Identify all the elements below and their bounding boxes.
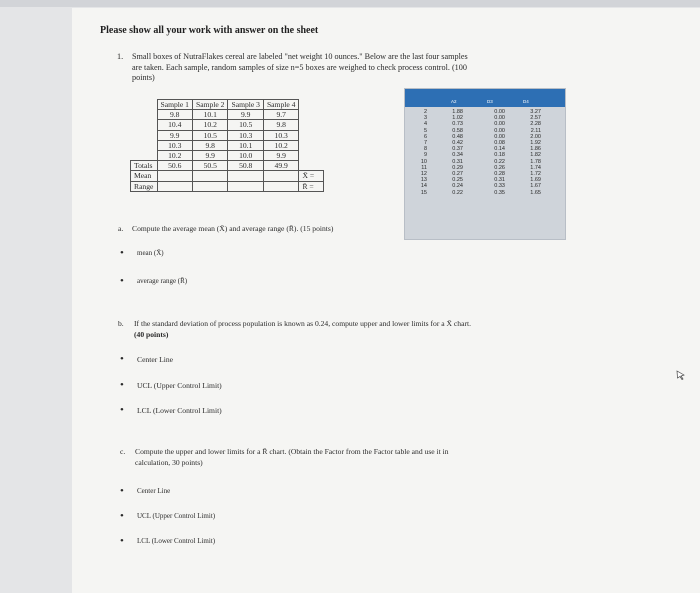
factor-value: 0.27 — [452, 171, 463, 178]
factor-value: 11 — [421, 164, 427, 171]
factor-value: 0.29 — [452, 164, 463, 171]
factor-value: 0.33 — [494, 183, 505, 190]
factor-value: 8 — [423, 146, 427, 153]
bullet: • — [120, 485, 124, 497]
xbar-label: X̄ = — [299, 171, 324, 181]
factor-value: 0.35 — [494, 189, 505, 196]
table-header-row — [131, 100, 324, 110]
factor-value: 0.42 — [452, 140, 463, 147]
factor-value: 1.92 — [530, 140, 541, 147]
factor-value: 13 — [420, 177, 427, 184]
mean-cell[interactable] — [228, 171, 263, 181]
worksheet-page — [72, 8, 700, 593]
factor-value: 1.82 — [530, 152, 541, 159]
factor-value: 2.00 — [530, 133, 541, 140]
page-title: Please show all your work with answer on the sheet — [100, 25, 319, 36]
range-label: Range — [131, 181, 158, 191]
factor-table-photo — [404, 88, 566, 240]
factor-value: 0.14 — [494, 146, 505, 153]
factor-value: 0.18 — [494, 152, 505, 159]
table-cell: 10.5 — [228, 120, 263, 130]
factor-value: 0.00 — [494, 109, 505, 115]
part-a-text: Compute the average mean (X̄) and average range (R̄). (15 points) — [132, 224, 334, 233]
factor-value: 10 — [420, 158, 427, 165]
part-c-lcl: LCL (Lower Control Limit) — [137, 537, 216, 545]
factor-value: 0.37 — [452, 146, 463, 153]
factor-table-header — [405, 89, 565, 107]
factor-value: 1.88 — [452, 109, 463, 115]
factor-value: 4 — [423, 121, 427, 128]
range-cell[interactable] — [157, 181, 192, 191]
range-cell[interactable] — [263, 181, 298, 191]
table-cell: 9.9 — [228, 110, 263, 120]
table-cell: 10.2 — [263, 140, 298, 150]
factor-value: 1.86 — [530, 146, 541, 153]
factor-value: 1.02 — [452, 115, 463, 122]
bullet: • — [120, 247, 124, 259]
factor-value: 2.11 — [530, 127, 541, 134]
factor-value: 7 — [423, 140, 427, 147]
part-a-mean: mean (X̄) — [137, 249, 164, 257]
factor-value: 0.24 — [452, 183, 463, 190]
mean-row — [131, 171, 324, 181]
part-b-ucl: UCL (Upper Control Limit) — [137, 381, 222, 390]
range-cell[interactable] — [228, 181, 263, 191]
question-line-2: are taken. Each sample, random samples of size n=5 boxes are weighed to check process control. (100 — [132, 62, 467, 72]
factor-value: 1.65 — [530, 189, 541, 196]
table-row — [131, 130, 324, 140]
top-edge — [0, 0, 700, 7]
factor-value: 5 — [423, 127, 427, 134]
part-c-label: c. — [120, 447, 126, 456]
rbar-label: R̄ = — [299, 181, 324, 191]
part-a-label: a. — [118, 224, 124, 233]
factor-value: 0.31 — [452, 158, 463, 165]
factor-value: 2.28 — [530, 121, 541, 128]
table-header: Sample 2 — [192, 100, 227, 110]
table-cell: 9.9 — [192, 151, 227, 161]
factor-value: 3 — [423, 115, 427, 122]
factor-head-d4: D4 — [523, 99, 529, 104]
factor-value: 0.22 — [494, 158, 505, 165]
bullet: • — [120, 535, 124, 547]
bullet: • — [120, 379, 124, 391]
factor-value: 1.67 — [530, 183, 541, 190]
table-cell: 10.2 — [157, 151, 192, 161]
totals-row — [131, 161, 324, 171]
table-cell: 9.8 — [157, 110, 192, 120]
mean-cell[interactable] — [157, 171, 192, 181]
table-cell: 9.8 — [263, 120, 298, 130]
range-cell[interactable] — [192, 181, 227, 191]
factor-value: 14 — [420, 183, 427, 190]
part-c-text-1: Compute the upper and lower limits for a R̄ chart. (Obtain the Factor from the Factor table and use it in — [135, 447, 449, 456]
table-cell: 10.3 — [263, 130, 298, 140]
factor-value: 6 — [423, 133, 427, 140]
part-b-text-1: If the standard deviation of process population is known as 0.24, compute upper and lower limits for a X̄ chart. — [134, 319, 471, 328]
cursor-icon — [676, 370, 686, 380]
mean-label: Mean — [131, 171, 158, 181]
question-line-3: points) — [132, 73, 155, 82]
factor-value: 0.08 — [494, 140, 505, 147]
factor-head-d3: D3 — [487, 99, 493, 104]
factor-col-n — [413, 109, 427, 196]
factor-value: 1.74 — [530, 164, 541, 171]
table-header: Sample 1 — [157, 100, 192, 110]
question-line-1: Small boxes of NutraFlakes cereal are labeled "net weight 10 ounces." Below are the last four samples — [132, 52, 468, 61]
factor-value: 2.57 — [530, 115, 541, 122]
factor-value: 1.69 — [530, 177, 541, 184]
part-b-label: b. — [118, 319, 124, 328]
factor-value: 0.26 — [494, 164, 505, 171]
part-b-text-2: (40 points) — [134, 330, 169, 339]
factor-value: 0.28 — [494, 171, 505, 178]
sample-table — [130, 99, 324, 192]
table-row — [131, 140, 324, 150]
table-cell: 10.3 — [228, 130, 263, 140]
table-header: Sample 3 — [228, 100, 263, 110]
table-cell: 50.8 — [228, 161, 263, 171]
part-c-ucl: UCL (Upper Control Limit) — [137, 512, 216, 520]
factor-col-d3 — [481, 109, 505, 196]
factor-value: 0.31 — [494, 177, 505, 184]
part-c-center-line: Center Line — [137, 487, 171, 495]
mean-cell[interactable] — [263, 171, 298, 181]
table-cell: 10.1 — [192, 110, 227, 120]
factor-value: 12 — [420, 171, 427, 178]
table-cell: 9.7 — [263, 110, 298, 120]
factor-value: 0.00 — [494, 127, 505, 134]
table-cell: 50.5 — [192, 161, 227, 171]
factor-head-a2: A2 — [451, 99, 457, 104]
factor-value: 0.22 — [452, 189, 463, 196]
table-row — [131, 151, 324, 161]
factor-value: 0.48 — [452, 133, 463, 140]
table-cell: 49.9 — [263, 161, 298, 171]
question-1 — [117, 52, 468, 84]
table-cell: 10.3 — [157, 140, 192, 150]
table-row — [131, 110, 324, 120]
bullet: • — [120, 353, 124, 365]
question-number: 1. — [117, 52, 124, 61]
table-cell: 10.0 — [228, 151, 263, 161]
bullet: • — [120, 404, 124, 416]
part-b-center-line: Center Line — [137, 355, 174, 364]
table-header: Sample 4 — [263, 100, 298, 110]
factor-value: 1.78 — [530, 158, 541, 165]
bullet: • — [120, 510, 124, 522]
part-b-lcl: LCL (Lower Control Limit) — [137, 406, 222, 415]
bullet: • — [120, 275, 124, 287]
part-c-text-2: calculation, 30 points) — [135, 458, 203, 467]
part-a-range: average range (R̄) — [137, 277, 188, 285]
table-cell: 9.9 — [157, 130, 192, 140]
totals-label: Totals — [131, 161, 158, 171]
table-cell: 50.6 — [157, 161, 192, 171]
table-cell: 10.4 — [157, 120, 192, 130]
table-cell: 9.8 — [192, 140, 227, 150]
factor-value: 3.27 — [530, 109, 541, 115]
mean-cell[interactable] — [192, 171, 227, 181]
factor-value: 0.00 — [494, 133, 505, 140]
factor-col-a2 — [439, 109, 463, 196]
factor-value: 0.58 — [452, 127, 463, 134]
factor-value: 0.00 — [494, 115, 505, 122]
table-cell: 10.1 — [228, 140, 263, 150]
factor-value: 0.00 — [494, 121, 505, 128]
factor-value: 0.25 — [452, 177, 463, 184]
factor-value: 9 — [423, 152, 427, 159]
table-row — [131, 120, 324, 130]
factor-value: 0.34 — [452, 152, 463, 159]
factor-value: 1.72 — [530, 171, 541, 178]
factor-value: 15 — [420, 189, 427, 196]
table-cell: 9.9 — [263, 151, 298, 161]
table-cell: 10.5 — [192, 130, 227, 140]
table-cell: 10.2 — [192, 120, 227, 130]
factor-col-d4 — [517, 109, 541, 196]
factor-value: 2 — [423, 109, 427, 115]
factor-value: 0.73 — [452, 121, 463, 128]
range-row — [131, 181, 324, 191]
